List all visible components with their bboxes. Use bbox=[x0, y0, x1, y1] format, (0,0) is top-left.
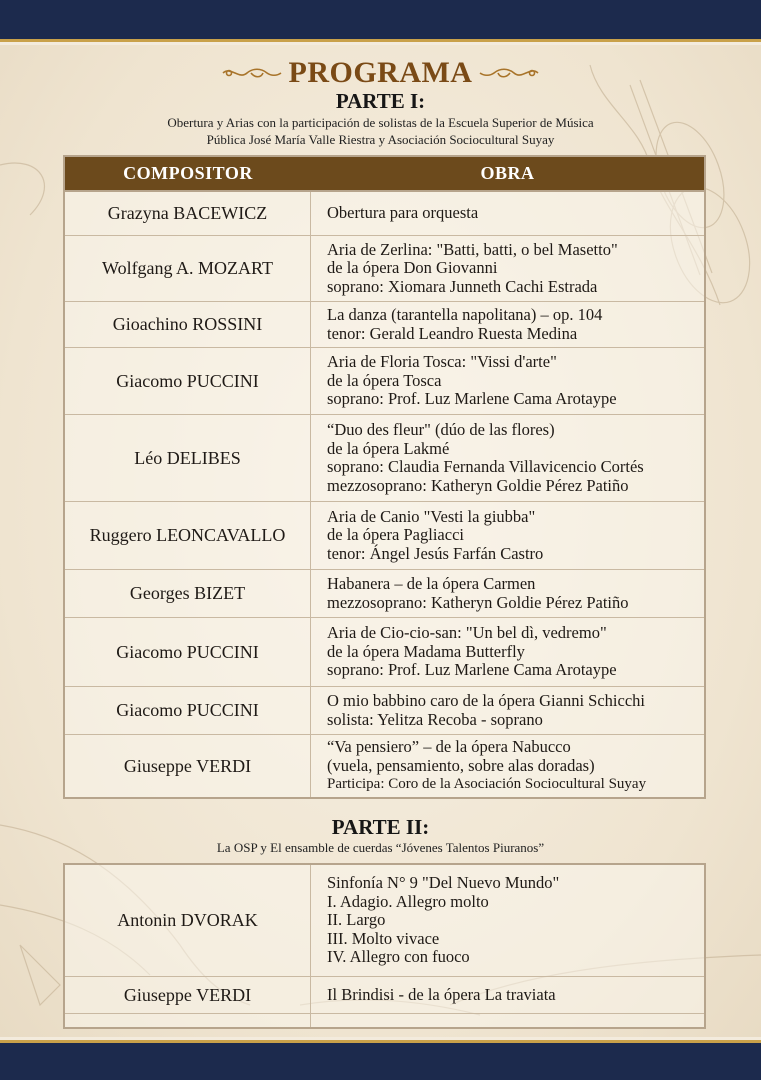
work-cell bbox=[311, 192, 704, 235]
table-row bbox=[65, 734, 704, 797]
work-cell bbox=[311, 1014, 704, 1027]
table-row bbox=[65, 301, 704, 347]
work-line: de la ópera Tosca bbox=[327, 370, 442, 390]
table-header bbox=[65, 157, 704, 192]
work-line: Aria de Cio-cio-san: "Un bel dì, vedremo" bbox=[327, 623, 607, 643]
page-title: PROGRAMA bbox=[288, 56, 473, 89]
work-line: de la ópera Pagliacci bbox=[327, 525, 464, 545]
composer-cell: Wolfgang A. MOZART bbox=[65, 236, 311, 301]
work-line: soprano: Prof. Luz Marlene Cama Arotaype bbox=[327, 660, 617, 680]
composer-cell: Giuseppe VERDI bbox=[65, 735, 311, 797]
work-cell bbox=[311, 502, 704, 569]
part-two-subtitle: La OSP y El ensamble de cuerdas “Jóvenes Talentos Piuranos” bbox=[216, 840, 545, 855]
composer-cell: Giacomo PUCCINI bbox=[65, 348, 311, 414]
composer-cell: Grazyna BACEWICZ bbox=[65, 192, 311, 235]
column-header-composer: COMPOSITOR bbox=[123, 163, 253, 183]
table-row bbox=[65, 414, 704, 501]
program-title-row bbox=[0, 56, 761, 90]
work-line: de la ópera Don Giovanni bbox=[327, 258, 498, 278]
work-line: soprano: Claudia Fernanda Villavicencio Cortés bbox=[327, 457, 644, 476]
table-row bbox=[65, 976, 704, 1013]
table-row bbox=[65, 617, 704, 686]
work-line: soprano: Prof. Luz Marlene Cama Arotaype bbox=[327, 389, 617, 409]
work-line: Habanera – de la ópera Carmen bbox=[327, 574, 536, 593]
ornamental-flourish-icon bbox=[221, 64, 283, 82]
work-cell bbox=[311, 977, 704, 1013]
bottom-navy-band bbox=[0, 1040, 761, 1080]
table-row bbox=[65, 1013, 704, 1027]
composer-cell: Gioachino ROSSINI bbox=[65, 302, 311, 347]
work-line: Sinfonía N° 9 "Del Nuevo Mundo" bbox=[327, 873, 560, 893]
work-line: La danza (tarantella napolitana) – op. 104 bbox=[327, 305, 603, 324]
table-row bbox=[65, 865, 704, 976]
work-line: II. Largo bbox=[327, 910, 386, 930]
composer-cell: Giuseppe VERDI bbox=[65, 977, 311, 1013]
work-line: Aria de Floria Tosca: "Vissi d'arte" bbox=[327, 352, 557, 372]
composer-cell: Giacomo PUCCINI bbox=[65, 687, 311, 734]
composer-cell: Giacomo PUCCINI bbox=[65, 618, 311, 686]
work-line: tenor: Ángel Jesús Farfán Castro bbox=[327, 543, 544, 563]
work-line: mezzosoprano: Katheryn Goldie Pérez Patiño bbox=[327, 592, 629, 612]
work-cell bbox=[311, 415, 704, 501]
work-cell bbox=[311, 570, 704, 617]
composer-cell bbox=[65, 1014, 311, 1027]
ornamental-flourish-icon bbox=[478, 64, 540, 82]
work-line: “Duo des fleur" (dúo de las flores) bbox=[327, 420, 555, 439]
work-line: IV. Allegro con fuoco bbox=[327, 947, 470, 967]
work-line: Aria de Canio "Vesti la giubba" bbox=[327, 506, 536, 526]
top-navy-band bbox=[0, 0, 761, 42]
work-line: de la ópera Madama Butterfly bbox=[327, 641, 525, 661]
part-two-program-table bbox=[63, 863, 706, 1029]
table-row bbox=[65, 686, 704, 734]
work-line: Il Brindisi - de la ópera La traviata bbox=[327, 984, 556, 1004]
table-row bbox=[65, 235, 704, 301]
work-cell bbox=[311, 302, 704, 347]
work-cell bbox=[311, 236, 704, 301]
composer-cell: Léo DELIBES bbox=[65, 415, 311, 501]
work-line: III. Molto vivace bbox=[327, 928, 440, 948]
part-one-subtitle-line2: Pública José María Valle Riestra y Asociación Sociocultural Suyay bbox=[206, 132, 555, 147]
part-two-title: PARTE II: bbox=[331, 815, 430, 839]
work-cell bbox=[311, 618, 704, 686]
work-line: “Va pensiero” – de la ópera Nabucco bbox=[327, 737, 571, 757]
work-line: soprano: Xiomara Junneth Cachi Estrada bbox=[327, 276, 598, 296]
table-row bbox=[65, 501, 704, 569]
column-header-work: OBRA bbox=[480, 163, 535, 183]
work-cell bbox=[311, 865, 704, 976]
work-line: solista: Yelitza Recoba - soprano bbox=[327, 709, 543, 729]
work-line: (vuela, pensamiento, sobre alas doradas) bbox=[327, 755, 595, 775]
work-cell bbox=[311, 348, 704, 414]
composer-cell: Ruggero LEONCAVALLO bbox=[65, 502, 311, 569]
composer-cell: Antonin DVORAK bbox=[65, 865, 311, 976]
work-line: de la ópera Lakmé bbox=[327, 438, 450, 458]
work-line: O mio babbino caro de la ópera Gianni Schicchi bbox=[327, 691, 645, 710]
composer-cell: Georges BIZET bbox=[65, 570, 311, 617]
part-one-subtitle-line1: Obertura y Arias con la participación de solistas de la Escuela Superior de Música bbox=[167, 115, 594, 130]
work-line: Participa: Coro de la Asociación Sociocultural Suyay bbox=[327, 776, 647, 793]
work-line: tenor: Gerald Leandro Ruesta Medina bbox=[327, 323, 578, 343]
part-one-title: PARTE I: bbox=[335, 89, 426, 113]
work-cell bbox=[311, 687, 704, 734]
table-row bbox=[65, 569, 704, 617]
work-line: Obertura para orquesta bbox=[327, 203, 479, 223]
table-row bbox=[65, 347, 704, 414]
work-line: Aria de Zerlina: "Batti, batti, o bel Masetto" bbox=[327, 239, 618, 259]
work-cell bbox=[311, 735, 704, 797]
work-line: I. Adagio. Allegro molto bbox=[327, 891, 489, 911]
part-one-program-table bbox=[63, 155, 706, 799]
table-row bbox=[65, 192, 704, 235]
work-line: mezzosoprano: Katheryn Goldie Pérez Patiño bbox=[327, 475, 629, 495]
